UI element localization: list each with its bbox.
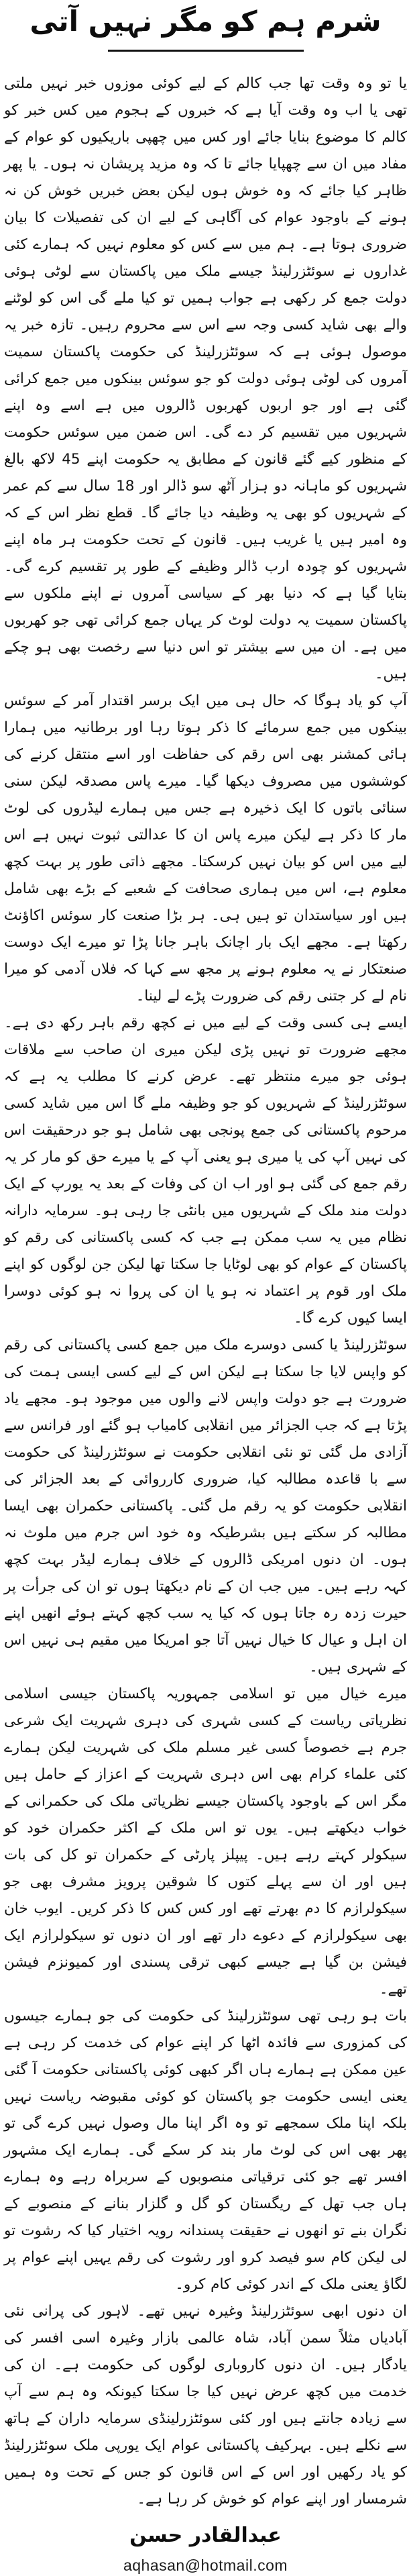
title-underline-rule [108,50,304,52]
article-paragraph-6: بات ہو رہی تھی سوئٹزرلینڈ کی حکومت کی جو ہمارے جیسوں کی کمزوری سے فائدہ اٹھا کر اپنے عوام کی خدمت کر رہی ہے عین ممکن ہے ہمارے ہاں اگر کبھی کوئی پاکستانی حکومت آ گئی یعنی ایسی حکومت جو پاکستان کو کوئی مقبوضہ ریاست نہیں بلکہ اپنا ملک سمجھے تو وہ اگر اپنا مال وصول نہیں کرے گی تو پھر بھی اس کی لوٹ مار بند کر سکے گی۔ ہمارے ایک مشہور افسر تھے جو کئی ترقیاتی منصوبوں کے سربراہ رہے وہ ہمارے ہاں جب تھل کے ریگستان کو گل و گلزار بنانے کے منصوبے کے نگران بنے تو انھوں نے حقیقت پسندانہ رویہ اختیار کیا کہ رشوت تو لی لیکن کام سو فیصد کرو اور رشوت کی رقم یہیں اپنے عوام پر لگاؤ یعنی ملک کے اندر کوئی کام کرو۔ [4,2008,407,2293]
article-title: شرم ہم کو مگر نہیں آتی [30,5,381,38]
article-paragraph-3: ایسے ہی کسی وقت کے لیے میں نے کچھ رقم باہر رکھ دی ہے۔ مجھے ضرورت تو نہیں پڑی لیکن میری ان صاحب سے ملاقات ہوئی جو میرے منتظر تھے۔ عرض کرنے کا مطلب یہ ہے کہ سوئٹزرلینڈ کے شہریوں کو جو وظیفہ ملے گا اس میں شاید کسی مرحوم پاکستانی کی جمع پونجی بھی شامل ہو جو درحقیقت اس کی نہیں آپ کی یا میری ہو یعنی آپ کے یا میرے حق کو مار کر یہ رقم جمع کی گئی ہو اور اب ان کی وفات کے بعد یہ یورپ کے ایک دولت مند ملک کے شہریوں میں بانٹی جا رہی ہو۔ سرمایہ دارانہ نظام میں یہ سب ممکن ہے جب کہ کسی پاکستانی کی رقم کو پاکستان کے عوام کو بھی لوٹایا جا سکتا تھا لیکن جن لوگوں کو اپنے ملک اور قوم پر اعتماد نہ ہو یا ان کی پروا نہ ہو کوئی دوسرا ایسا کیوں کرے گا۔ [4,1015,407,1327]
article-paragraph-1: یا تو وہ وقت تھا جب کالم کے لیے کوئی موزوں خبر نہیں ملتی تھی یا اب وہ وقت آیا ہے کہ خبروں کے ہجوم میں کس خبر کو کالم کا موضوع بنایا جائے اور کس میں چھپی باریکیوں کو عوام کے مفاد میں ان سے چھپایا جائے تا کہ وہ مزید پریشان نہ ہوں۔ یا پھر ظاہر کیا جائے کہ وہ خوش ہوں لیکن بعض خبریں خوش کن نہ ہونے کے باوجود عوام کی آگاہی کے لیے ان کی تفصیلات کا بیان ضروری ہوتا ہے۔ ہم میں سے کس کو معلوم نہیں کہ ہمارے کئی غداروں نے سوئٹزرلینڈ جیسے ملک میں پاکستان سے لوٹی ہوئی دولت جمع کر رکھی ہے جواب ہمیں تو کیا ملے گی اس کو لوٹنے والے بھی شاید کسی وجہ سے اس سے محروم رہیں۔ تازہ خبر یہ موصول ہوئی ہے کہ سوئٹزرلینڈ کی حکومت پاکستان سمیت آمروں کی لوٹی ہوئی دولت کو جو سوئس بینکوں میں جمع کرائی گئی ہے اور جو اربوں کھربوں ڈالروں میں ہے اسے وہ اپنے شہریوں میں تقسیم کر دے گی۔ اس ضمن میں سوئس حکومت کے منظور کیے گئے قانون کے مطابق یہ حکومت اپنے 45 لاکھ بالغ شہریوں کو ماہانہ دو ہزار آٹھ سو ڈالر اور 18 سال سے کم عمر کے شہریوں کو بھی یہ وظیفہ دیا جائے گا۔ قطع نظر اس کے کہ وہ امیر ہیں یا غریب ہیں۔ قانون کے تحت حکومت ہر ماہ اپنے شہریوں کو چودہ ارب ڈالر وظیفے کے طور پر تقسیم کرے گی۔ بتایا گیا ہے کہ دنیا بھر کے سیاسی آمروں نے اپنے ملکوں سے پاکستان سمیت یہ دولت لوٹ کر یہاں جمع کرائی تھی جو کھربوں میں ہے۔ ان میں سے بیشتر تو اس دنیا سے رخصت بھی ہو چکے ہیں۔ [4,75,407,682]
author-signature: عبدالقادر حسن [129,2524,282,2547]
article-paragraph-4: سوئٹزرلینڈ یا کسی دوسرے ملک میں جمع کسی پاکستانی کی رقم کو واپس لایا جا سکتا ہے لیکن اس کے لیے کسی ایسی ہمت کی ضرورت ہے جو دولت واپس لانے والوں میں موجود ہو۔ مجھے یاد پڑتا ہے کہ جب الجزائر میں انقلابی کامیاب ہو گئے اور فرانس سے آزادی مل گئی تو نئی انقلابی حکومت نے سوئٹزرلینڈ کی حکومت سے با قاعدہ مطالبہ کیا، ضروری کارروائی کے بعد الجزائر کی انقلابی حکومت کو یہ رقم مل گئی۔ پاکستانی حکمران بھی ایسا مطالبہ کر سکتے ہیں بشرطیکہ وہ خود اس جرم میں ملوث نہ ہوں۔ ان دنوں امریکی ڈالروں کے خلاف ہمارے لیڈر بہت کچھ کہہ رہے ہیں۔ میں جب ان کے نام دیکھتا ہوں تو ان کی جرأت پر حیرت زدہ رہ جاتا ہوں کہ کیا یہ سب کچھ کہتے ہوئے انھیں اپنے ان اہل و عیال کا خیال نہیں آتا جو امریکا میں مقیم ہی نہیں اس کے شہری ہیں۔ [4,1337,407,1676]
article-paragraph-2: آپ کو یاد ہوگا کہ حال ہی میں ایک برسر اقتدار آمر کے سوئس بینکوں میں جمع سرمائے کا ذکر ہوتا رہا اور برطانیہ میں ہمارا ہائی کمشنر بھی اس رقم کی حفاظت اور اسے منتقل کرنے کی کوششوں میں مصروف دیکھا گیا۔ میرے پاس مصدقہ لیکن سنی سنائی باتوں کا ایک ذخیرہ ہے جس میں ہمارے لیڈروں کی لوٹ مار کا ذکر ہے لیکن میرے پاس ان کا عدالتی ثبوت نہیں ہے اس لیے میں اس کو بیان نہیں کرسکتا۔ مجھے ذاتی طور پر بہت کچھ معلوم ہے، اس میں ہماری صحافت کے شعبے کے بڑے بھی شامل ہیں اور سیاستدان تو ہیں ہی۔ ہر بڑا صنعت کار سوئس اکاؤنٹ رکھتا ہے۔ مجھے ایک بار اچانک باہر جانا پڑا تو میرے ایک دوست صنعتکار نے یہ معلوم ہونے پر مجھ سے کہا کہ فلاں آدمی کو میرا نام لے کر جتنی رقم کی ضرورت پڑے لے لینا۔ [4,692,407,1004]
article-body [0,70,411,2513]
article-paragraph-5: میرے خیال میں تو اسلامی جمہوریہ پاکستان جیسی اسلامی نظریاتی ریاست کے کسی شہری کی دہری شہریت ایک شرعی جرم ہے خصوصاً کسی غیر مسلم ملک کی شہریت لیکن ہمارے کئی علماء کرام بھی اس دہری شہریت کے اعزاز کے حامل ہیں مگر اس کے باوجود پاکستان جیسے نظریاتی ملک کی حکمرانی کے خواب دیکھتے ہیں۔ یوں تو اس ملک کے اکثر حکمران خود کو سیکولر کہتے رہے ہیں۔ پیپلز پارٹی کے حکمران تو کل کی بات ہیں اور ان سے پہلے کتوں کا شوقین پرویز مشرف بھی جو سیکولرازم کا دم بھرتے تھے اور کس کس کا ذکر کریں۔ ایوب خان بھی سیکولرازم کے دعوے دار تھے اور ان دنوں تو سیکولرازم ایک فیشن بن گیا ہے جیسے کبھی ترقی پسندی اور کمیونزم فیشن تھے۔ [4,1686,407,1998]
author-email: aqhasan@hotmail.com [123,2557,288,2574]
article-paragraph-7: ان دنوں ابھی سوئٹزرلینڈ وغیرہ نہیں تھے۔ لاہور کی پرانی نئی آبادیاں مثلاً سمن آباد، شاہ عالمی بازار وغیرہ اسی افسر کی یادگار ہیں۔ ان دنوں کاروباری لوگوں کی حکومت ہے۔ ان کی خدمت میں کچھ عرض نہیں کیا جا سکتا کیونکہ وہ ہم سے آپ سے زیادہ جانتے ہیں اور کئی سوئٹزرلینڈی سرمایہ داران کے ہاتھ سے نکلے ہیں۔ بہرکیف پاکستانی عوام ایک یورپی ملک سوئٹزرلینڈ کو یاد رکھیں اور اس کے اس قانون کو جس کے تحت وہ ہمیں شرمسار اور اپنے عوام کو خوش کر رہا ہے۔ [4,2303,407,2508]
